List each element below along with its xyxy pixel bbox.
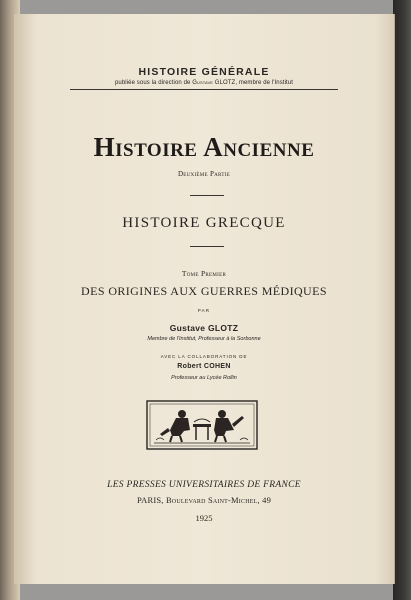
address-city: PARIS,	[136, 495, 166, 505]
book-cover-edge	[393, 0, 411, 600]
series-title: HISTOIRE GÉNÉRALE	[138, 66, 270, 78]
author-role: Membre de l'Institut, Professeur à la Sorbonne	[147, 336, 261, 342]
book-part: Deuxième Partie	[177, 170, 231, 178]
publisher-name: LES PRESSES UNIVERSITAIRES DE FRANCE	[107, 480, 301, 490]
author-name: Gustave GLOTZ	[169, 323, 239, 333]
volume-title: DES ORIGINES AUX GUERRES MÉDIQUES	[81, 284, 327, 298]
series-direction	[14, 80, 394, 86]
publisher-emblem-icon	[146, 400, 258, 450]
subtitle-divider	[190, 246, 224, 247]
address-number: , 49	[257, 495, 272, 505]
direction-prefix: publiée sous la direction de	[114, 80, 193, 86]
par-label: PAR	[197, 308, 211, 313]
direction-name: Gustave GLOTZ	[192, 80, 236, 86]
book-subtitle: HISTOIRE GRECQUE	[122, 215, 286, 231]
book-title: Histoire Ancienne	[93, 132, 315, 162]
address-street: Boulevard Saint-Michel	[165, 495, 258, 505]
publisher-address	[14, 495, 394, 505]
collaborator-name: Robert COHEN	[177, 363, 231, 370]
title-divider	[190, 195, 224, 196]
series-divider	[70, 89, 338, 90]
tome-label: Tome Premier	[181, 269, 227, 278]
collaborator-role: Professeur au Lycée Rollin	[171, 375, 237, 381]
collaboration-label: AVEC LA COLLABORATION DE	[160, 354, 248, 359]
direction-suffix: , membre de l'Institut	[235, 80, 294, 86]
publication-year: 1925	[195, 513, 213, 523]
title-page	[14, 14, 394, 584]
